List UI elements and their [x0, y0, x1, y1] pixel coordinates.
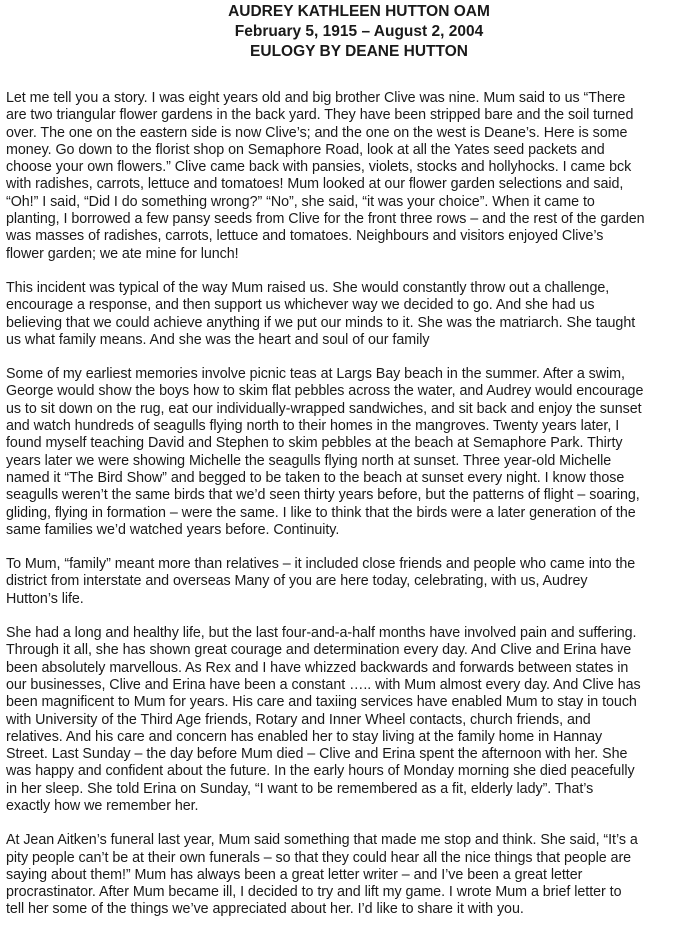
text-line: Through it all, she has shown great courage and determination every day. And Clive and Erina have [6, 642, 632, 659]
text-line: This incident was typical of the way Mum raised us. She would constantly throw out a challenge, [6, 279, 610, 296]
text-line: with radishes, carrots, lettuce and tomatoes! Mum looked at our flower garden selections and said, [6, 176, 624, 193]
header-dates: February 5, 1915 – August 2, 2004 [234, 23, 484, 40]
text-line: saying about them!” Mum has always been a great letter writer – and I’ve been a great letter [6, 866, 583, 883]
document-body [6, 90, 688, 919]
text-line: encourage a response, and then support us whichever way we decided to go. And she had us [6, 297, 595, 314]
text-line: been absolutely marvellous. As Rex and I have whizzed backwards and forwards between states in [6, 659, 629, 676]
text-line: “Oh!” I said, “Did I do something wrong?” “No”, she said, “it was your choice”. When it came to [6, 193, 595, 210]
paragraph [6, 90, 688, 263]
text-line: named it “The Bird Show” and begged to be taken to the beach at sunset every night. I know those [6, 469, 625, 486]
text-line: Some of my earliest memories involve picnic teas at Largs Bay beach in the summer. After a swim, [6, 366, 625, 383]
paragraph [6, 280, 688, 349]
text-line: tell her some of the things we’ve appreciated about her. I’d like to share it with you. [6, 901, 524, 918]
text-line: relatives. And his care and concern has enabled her to stay living at the family home in Hannay [6, 728, 603, 745]
text-line: Hutton’s life. [6, 590, 84, 607]
text-line: flower garden; we ate mine for lunch! [6, 245, 239, 262]
text-line: in her sleep. She told Erina on Sunday, “I want to be remembered as a fit, elderly lady”. That’s [6, 780, 594, 797]
text-line: believing that we could achieve anything if we put our minds to it. She was the matriarch. She taught [6, 314, 636, 331]
text-line: seagulls weren’t the same birds that we’d seen thirty years before, but the patterns of flight – soaring, [6, 487, 640, 504]
text-line: To Mum, “family” meant more than relatives – it included close friends and people who came into the [6, 556, 636, 573]
header-byline: EULOGY BY DEANE HUTTON [250, 43, 468, 60]
text-line: district from interstate and overseas Many of you are here today, celebrating, with us, Audrey [6, 573, 588, 590]
text-line: exactly how we remember her. [6, 797, 199, 814]
text-line: was happy and confident about the future. In the early hours of Monday morning she died peacefully [6, 763, 635, 780]
text-line: our businesses, Clive and Erina have been a constant ….. with Mum almost every day. And Clive has [6, 676, 641, 693]
paragraph [6, 832, 688, 918]
text-line: gliding, flying in formation – were the same. I like to think that the birds were a later generation of the [6, 504, 636, 521]
text-line: us to sit down on the rug, eat our individually-wrapped sandwiches, and sit back and enjoy the sunset [6, 400, 642, 417]
text-line: are two triangular flower gardens in the back yard. They have been stripped bare and the soil turned [6, 107, 634, 124]
text-line: planting, I borrowed a few pansy seeds from Clive for the front three rows – and the rest of the garden [6, 211, 645, 228]
text-line: At Jean Aitken’s funeral last year, Mum said something that made me stop and think. She said, “It’s a [6, 832, 638, 849]
text-line: choose your own flowers.” Clive came back with pansies, violets, stocks and hollyhocks. I came bck [6, 159, 632, 176]
text-line: She had a long and healthy life, but the last four-and-a-half months have involved pain and suffering. [6, 625, 637, 642]
text-line: and watch hundreds of seagulls flying north to their homes in the mangroves. Twenty years later, I [6, 418, 620, 435]
text-line: Let me tell you a story. I was eight years old and big brother Clive was nine. Mum said to us “There [6, 90, 626, 106]
text-line: Street. Last Sunday – the day before Mum died – Clive and Erina spent the afternoon with her. She [6, 746, 628, 763]
paragraph [6, 556, 688, 608]
text-line: over. The one on the eastern side is now Clive’s; and the one on the west is Deane’s. Here is some [6, 124, 628, 141]
paragraph [6, 366, 688, 539]
text-line: years later we were showing Michelle the seagulls flying north at sunset. Three year-old Michelle [6, 452, 612, 469]
text-line: same families we’d watched years before. Continuity. [6, 521, 340, 538]
header-name: AUDREY KATHLEEN HUTTON OAM [228, 3, 490, 20]
text-line: found myself teaching David and Stephen to skim pebbles at the beach at Semaphore Park. Thirty [6, 435, 623, 452]
text-line: with University of the Third Age friends, Rotary and Inner Wheel contacts, church friends, and [6, 711, 591, 728]
text-line: been magnificent to Mum for years. His care and taxiing services have enabled Mum to stay in touch [6, 694, 637, 711]
text-line: George would show the boys how to skim flat pebbles across the water, and Audrey would encourage [6, 383, 644, 400]
text-line: pity people can’t be at their own funerals – so that they could hear all the nice things that people are [6, 849, 632, 866]
text-line: us what family means. And she was the heart and soul of our family [6, 331, 430, 348]
paragraph [6, 625, 688, 815]
text-line: money. Go down to the florist shop on Semaphore Road, look at all the Yates seed packets and [6, 141, 605, 158]
text-line: procrastinator. After Mum became ill, I decided to try and lift my game. I wrote Mum a brief letter to [6, 884, 622, 901]
document-header [6, 0, 688, 62]
text-line: was masses of radishes, carrots, lettuce and tomatoes. Neighbours and visitors enjoyed Clive’s [6, 228, 604, 245]
